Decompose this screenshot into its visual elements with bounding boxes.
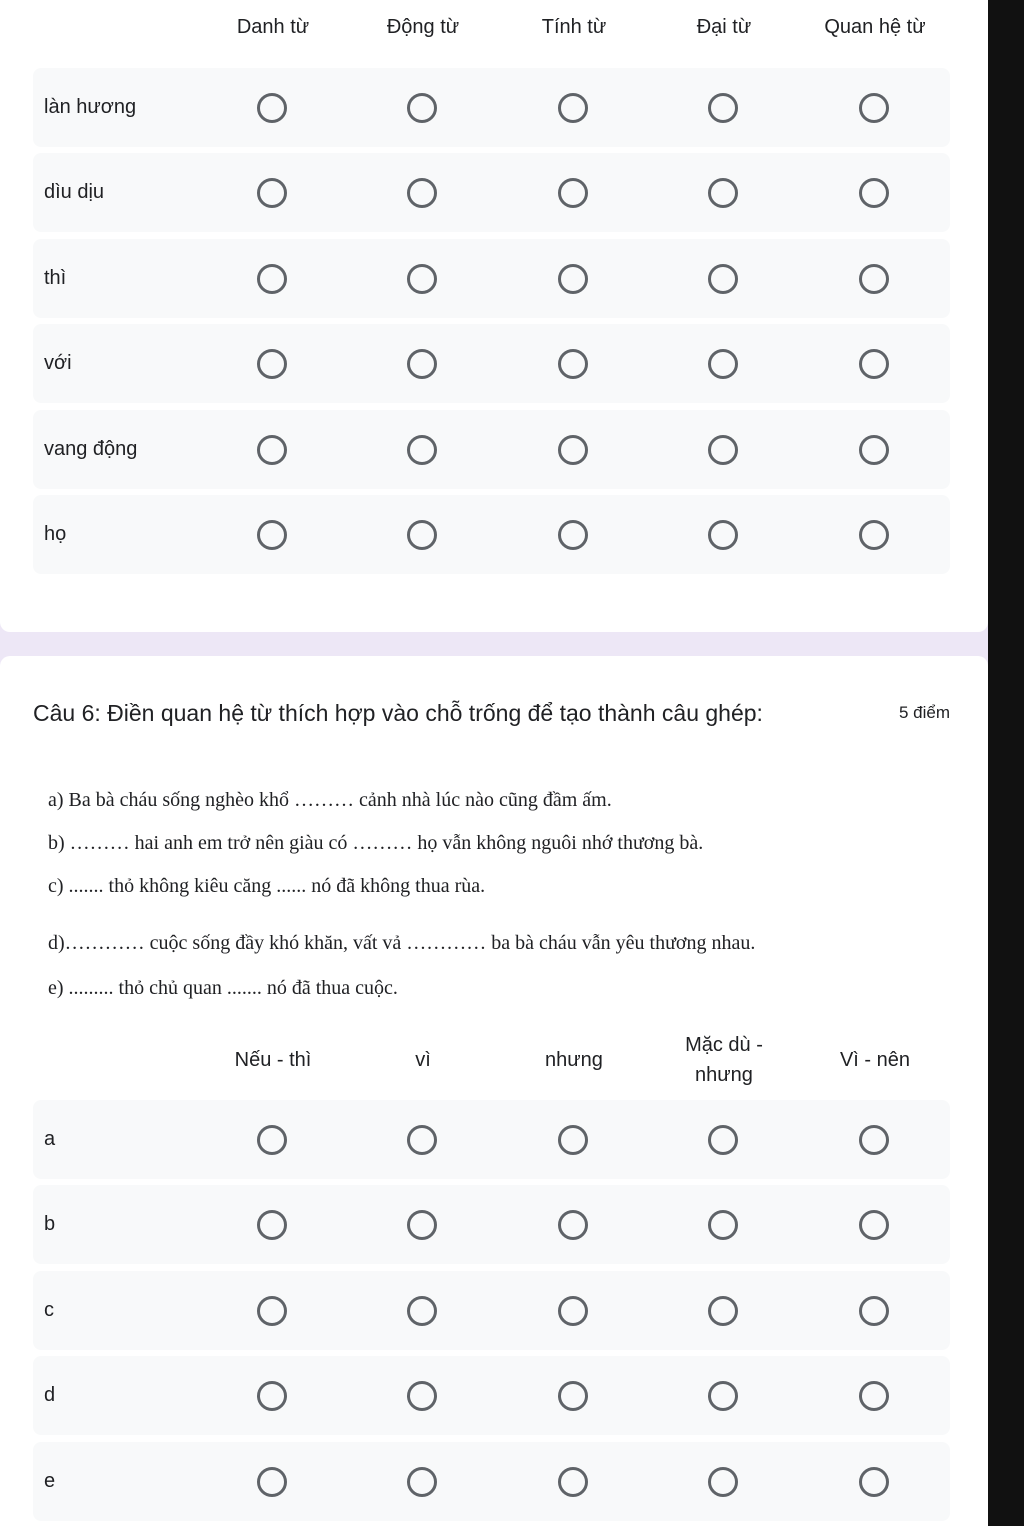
q6-row-label: c bbox=[44, 1299, 54, 1321]
q6-grid-row bbox=[33, 1271, 950, 1350]
radio-button[interactable] bbox=[558, 93, 588, 123]
q5-row-label: thì bbox=[44, 267, 67, 289]
radio-button[interactable] bbox=[257, 1125, 287, 1155]
radio-button[interactable] bbox=[257, 264, 287, 294]
screen-edge-bar bbox=[988, 0, 1024, 1526]
radio-button[interactable] bbox=[407, 349, 437, 379]
radio-button[interactable] bbox=[407, 520, 437, 550]
radio-button[interactable] bbox=[708, 93, 738, 123]
question-sentence: c) ....... thỏ không kiêu căng ...... nó đã không thua rùa. bbox=[48, 875, 486, 897]
q6-col-header-vi-nen: Vì - nên bbox=[839, 1049, 911, 1071]
q6-row-label: e bbox=[44, 1470, 56, 1492]
radio-button[interactable] bbox=[708, 1125, 738, 1155]
radio-button[interactable] bbox=[859, 1381, 889, 1411]
radio-button[interactable] bbox=[257, 1381, 287, 1411]
radio-button[interactable] bbox=[407, 1381, 437, 1411]
radio-button[interactable] bbox=[407, 435, 437, 465]
radio-button[interactable] bbox=[257, 178, 287, 208]
question-points: 5 điểm bbox=[898, 703, 950, 722]
q6-col-header-vi: vì bbox=[415, 1049, 431, 1071]
question-5-card bbox=[0, 0, 988, 632]
q5-grid-row bbox=[33, 239, 950, 318]
radio-button[interactable] bbox=[708, 264, 738, 294]
radio-button[interactable] bbox=[257, 520, 287, 550]
question-title: Câu 6: Điền quan hệ từ thích hợp vào chỗ trống để tạo thành câu ghép: bbox=[33, 700, 763, 726]
radio-button[interactable] bbox=[558, 264, 588, 294]
q5-grid-row bbox=[33, 153, 950, 232]
q5-col-header-tinh-tu: Tính từ bbox=[541, 16, 607, 38]
radio-button[interactable] bbox=[407, 93, 437, 123]
q5-col-header-quan-he-tu: Quan hệ từ bbox=[824, 16, 926, 38]
radio-button[interactable] bbox=[407, 264, 437, 294]
radio-button[interactable] bbox=[558, 349, 588, 379]
q5-col-header-dai-tu: Đại từ bbox=[696, 16, 752, 38]
radio-button[interactable] bbox=[558, 435, 588, 465]
q6-row-label: a bbox=[44, 1128, 56, 1150]
radio-button[interactable] bbox=[859, 1467, 889, 1497]
radio-button[interactable] bbox=[859, 264, 889, 294]
q6-grid-row bbox=[33, 1100, 950, 1179]
radio-button[interactable] bbox=[407, 178, 437, 208]
radio-button[interactable] bbox=[708, 349, 738, 379]
radio-button[interactable] bbox=[558, 1125, 588, 1155]
radio-button[interactable] bbox=[708, 1467, 738, 1497]
question-sentence: a) Ba bà cháu sống nghèo khổ ……… cảnh nhà lúc nào cũng đầm ấm. bbox=[48, 789, 612, 811]
q6-grid-row bbox=[33, 1442, 950, 1521]
q5-col-header-dong-tu: Động từ bbox=[386, 16, 460, 38]
q5-row-label: họ bbox=[44, 523, 67, 545]
question-sentence: b) ……… hai anh em trở nên giàu có ……… họ vẫn không nguôi nhớ thương bà. bbox=[48, 832, 704, 854]
radio-button[interactable] bbox=[859, 1210, 889, 1240]
radio-button[interactable] bbox=[859, 349, 889, 379]
radio-button[interactable] bbox=[257, 349, 287, 379]
radio-button[interactable] bbox=[558, 1467, 588, 1497]
radio-button[interactable] bbox=[708, 1210, 738, 1240]
q5-row-label: với bbox=[44, 352, 72, 374]
radio-button[interactable] bbox=[859, 93, 889, 123]
q6-grid-row bbox=[33, 1356, 950, 1435]
radio-button[interactable] bbox=[558, 1381, 588, 1411]
radio-button[interactable] bbox=[708, 178, 738, 208]
q5-grid-row bbox=[33, 495, 950, 574]
radio-button[interactable] bbox=[859, 1125, 889, 1155]
radio-button[interactable] bbox=[257, 1467, 287, 1497]
radio-button[interactable] bbox=[859, 520, 889, 550]
q6-row-label: b bbox=[44, 1213, 56, 1235]
radio-button[interactable] bbox=[558, 1210, 588, 1240]
radio-button[interactable] bbox=[558, 1296, 588, 1326]
radio-button[interactable] bbox=[708, 1296, 738, 1326]
q5-row-label: vang động bbox=[44, 438, 138, 460]
q6-col-header-mac-du-nhung: Mặc dù - nhưng bbox=[685, 1034, 763, 1086]
q5-row-label: làn hương bbox=[44, 96, 137, 118]
q6-grid-row bbox=[33, 1185, 950, 1264]
question-sentence: e) ......... thỏ chủ quan ....... nó đã thua cuộc. bbox=[48, 977, 398, 999]
q5-grid-row bbox=[33, 68, 950, 147]
q6-row-label: d bbox=[44, 1384, 56, 1406]
radio-button[interactable] bbox=[558, 520, 588, 550]
radio-button[interactable] bbox=[257, 435, 287, 465]
radio-button[interactable] bbox=[708, 435, 738, 465]
radio-button[interactable] bbox=[257, 93, 287, 123]
q6-col-header-neu-thi: Nếu - thì bbox=[234, 1049, 312, 1071]
q5-grid-row bbox=[33, 324, 950, 403]
radio-button[interactable] bbox=[558, 178, 588, 208]
radio-button[interactable] bbox=[859, 435, 889, 465]
radio-button[interactable] bbox=[708, 520, 738, 550]
radio-button[interactable] bbox=[407, 1210, 437, 1240]
radio-button[interactable] bbox=[257, 1296, 287, 1326]
q6-grid-header bbox=[0, 1028, 988, 1092]
radio-button[interactable] bbox=[407, 1296, 437, 1326]
radio-button[interactable] bbox=[708, 1381, 738, 1411]
radio-button[interactable] bbox=[257, 1210, 287, 1240]
q5-grid-row bbox=[33, 410, 950, 489]
radio-button[interactable] bbox=[859, 1296, 889, 1326]
question-sentence: d)………… cuộc sống đầy khó khăn, vất vả ………… ba bà cháu vẫn yêu thương nhau. bbox=[48, 932, 756, 954]
radio-button[interactable] bbox=[859, 178, 889, 208]
radio-button[interactable] bbox=[407, 1125, 437, 1155]
q5-col-header-danh-tu: Danh từ bbox=[236, 16, 310, 38]
q5-row-label: dìu dịu bbox=[44, 181, 105, 203]
radio-button[interactable] bbox=[407, 1467, 437, 1497]
q6-col-header-nhung: nhưng bbox=[545, 1049, 603, 1071]
